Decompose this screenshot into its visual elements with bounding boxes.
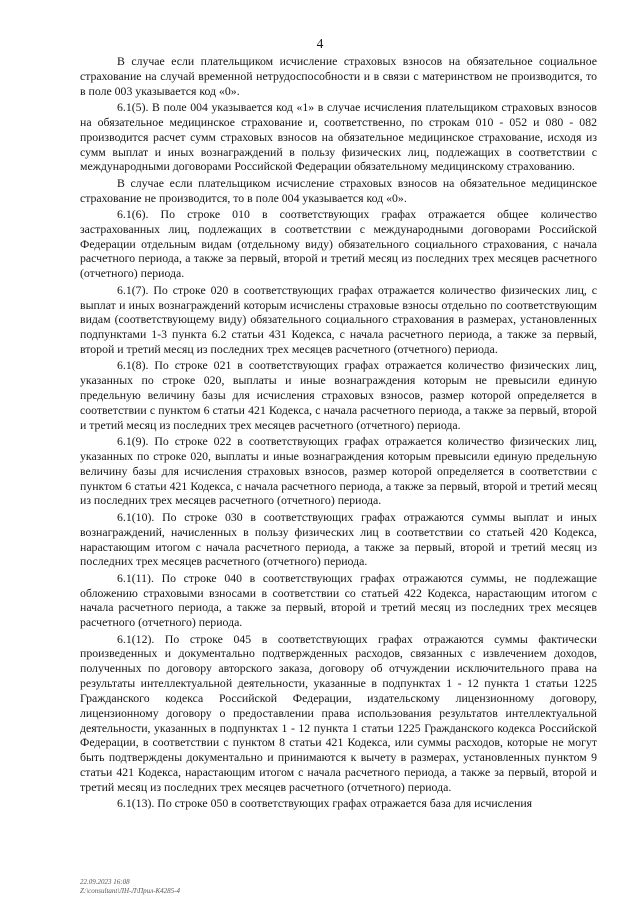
paragraph: 6.1(10). По строке 030 в соответствующих графах отражаются суммы выплат и иных вознаграждений, начисленных в пользу физических лиц в соответствии со статьей 420 Кодекса, нарастающим итогом с начала расчетного периода, а также за первый, второй и третий месяц из последних трех месяцев расчетного (отчетного) периода. bbox=[80, 509, 597, 569]
print-date: 22.09.2023 16:08 bbox=[80, 878, 130, 886]
paragraph: 6.1(12). По строке 045 в соответствующих графах отражаются суммы фактически произведенных и документально подтвержденных расходов, связанных с извлечением доходов, полученных по договору авторского заказа, договору об отчуждении исключительного права на результаты интеллектуальной деятельности, указанные в подпунктах 1 - 12 пункта 1 статьи 1225 Гражданского кодекса Российской Федерации, издательскому лицензионному договору, лицензионному договору о предоставлении права использования результатов интеллектуальной деятельности, указанных в подпунктах 1 - 12 пункта 1 статьи 1225 Гражданского кодекса Российской Федерации, в соответствии с пунктом 8 статьи 421 Кодекса, или суммы расходов, которые не могут быть подтверждены документально и принимаются к вычету в размерах, установленных пунктом 9 статьи 421 Кодекса, нарастающим итогом с начала расчетного периода, а также за первый, второй и третий месяц из последних трех месяцев расчетного (отчетного) периода. bbox=[80, 631, 597, 794]
paragraph: 6.1(7). По строке 020 в соответствующих графах отражается количество физических лиц, с выплат и иных вознаграждений которым исчислены страховые взносы отдельно по соответствующим видам (соответствующему виду) обязательного социального страхования в размерах, установленных подпунктами 1-3 пункта 6.2 статьи 431 Кодекса, с начала расчетного периода, а также за первый, второй и третий месяц из последних трех месяцев расчетного (отчетного) периода. bbox=[80, 282, 597, 357]
paragraph: 6.1(8). По строке 021 в соответствующих графах отражается количество физических лиц, указанных по строке 020, выплаты и иные вознаграждения которым не превысили единую предельную величину базы для исчисления страховых взносов, размер которой определяется в соответствии с пунктом 6 статьи 421 Кодекса, с начала расчетного периода, а также за первый, второй и третий месяц из последних трех месяцев расчетного (отчетного) периода. bbox=[80, 358, 597, 432]
paragraph: 6.1(11). По строке 040 в соответствующих графах отражаются суммы, не подлежащие обложению страховыми взносами в соответствии со статьей 422 Кодекса, нарастающим итогом с начала расчетного периода, а также за первый, второй и третий месяц из последних трех месяцев расчетного (отчетного) периода. bbox=[80, 570, 597, 630]
paragraph: 6.1(6). По строке 010 в соответствующих графах отражается общее количество застрахованных лиц, подлежащих в соответствии с международными договорами Российской Федерации отдельным видам (отдельному виду) обязательного социального страхования, с начала расчетного периода, а также за первый, второй и третий месяц из последних трех месяцев расчетного (отчетного) периода. bbox=[80, 206, 597, 281]
paragraph: В случае если плательщиком исчисление страховых взносов на обязательное социальное страхование на случай временной нетрудоспособности и в связи с материнством не производится, то в поле 003 указывается код «0». bbox=[80, 54, 597, 98]
paragraph: 6.1(5). В поле 004 указывается код «1» в случае исчисления плательщиком страховых взносов на обязательное медицинское страхование и, соответственно, по строкам 010 - 052 и 080 - 082 производится расчет сумм страховых взносов на обязательное медицинское страхование, исходя из сумм выплат и иных вознаграждений в пользу физических лиц, подлежащих в соответствии с международными договорами Российской Федерации обязательному медицинскому страхованию. bbox=[80, 100, 597, 174]
print-footer bbox=[80, 878, 180, 896]
paragraph: В случае если плательщиком исчисление страховых взносов на обязательное медицинское страхование не производится, то в поле 004 указывается код «0». bbox=[80, 175, 597, 205]
file-path: Z:\consultant\ЛН-Л\Прил-К4285-4 bbox=[80, 887, 181, 895]
paragraph: 6.1(9). По строке 022 в соответствующих графах отражается количество физических лиц, указанных по строке 020, выплаты и иные вознаграждения которым превысили единую предельную величину базы для исчисления страховых взносов, размер которой определяется в соответствии с пунктом 6 статьи 421 Кодекса, с начала расчетного периода, а также за первый, второй и третий месяц из последних трех месяцев расчетного (отчетного) периода. bbox=[80, 434, 597, 508]
document-body bbox=[80, 54, 597, 813]
paragraph: 6.1(13). По строке 050 в соответствующих графах отражается база для исчисления bbox=[117, 796, 533, 811]
page-number: 4 bbox=[316, 36, 324, 51]
